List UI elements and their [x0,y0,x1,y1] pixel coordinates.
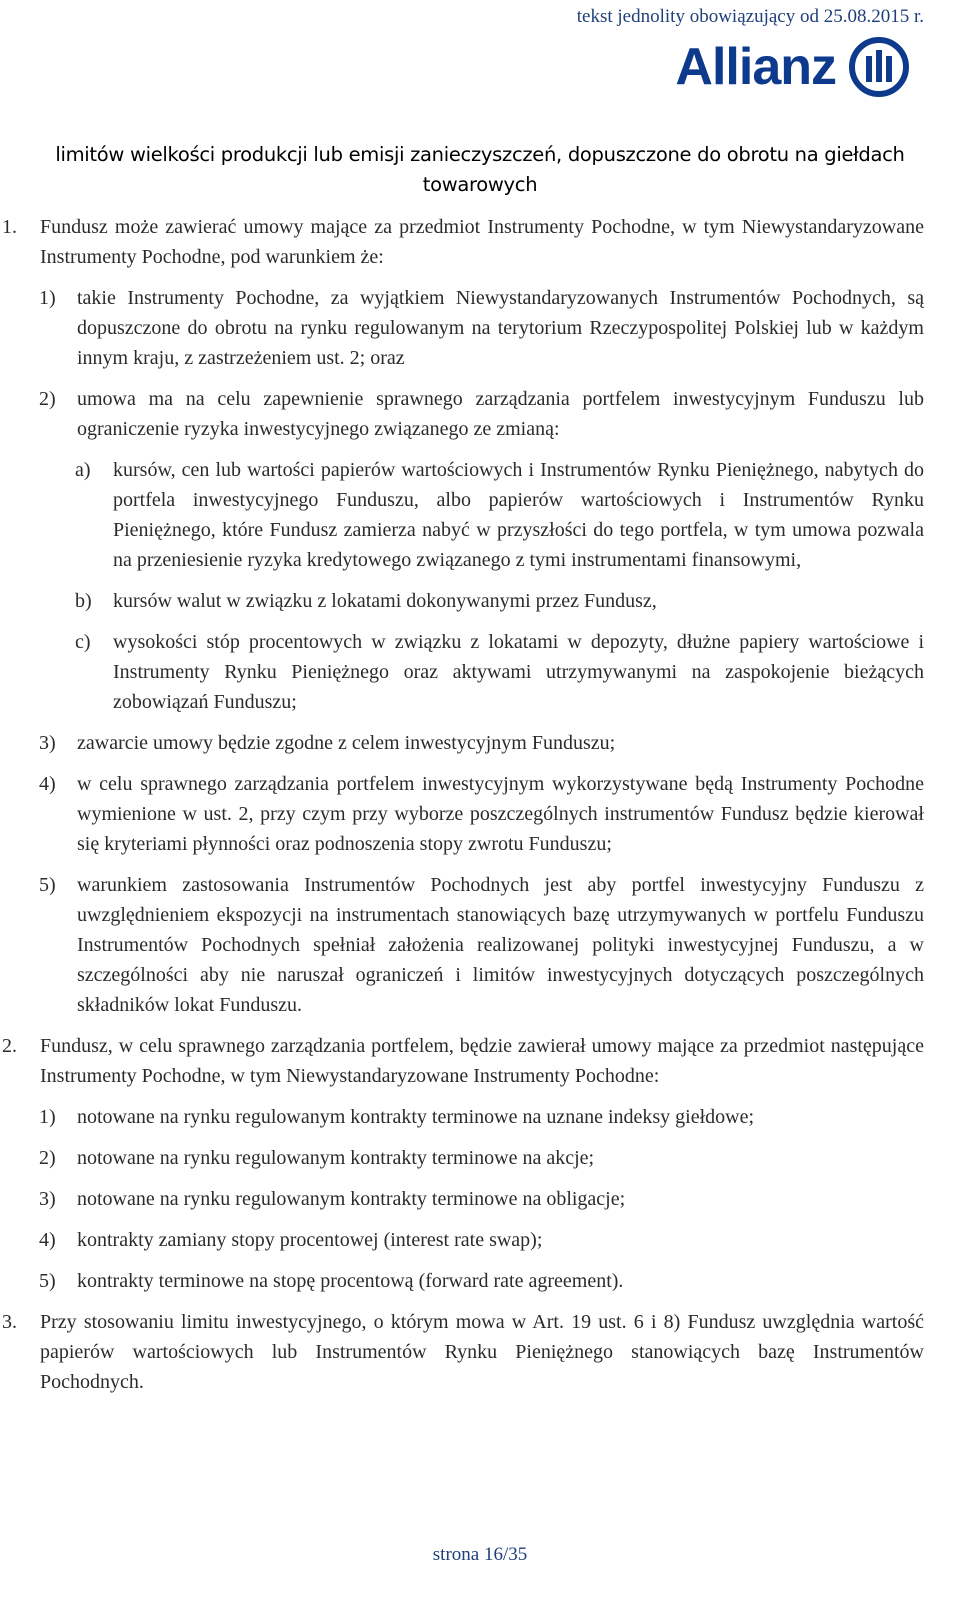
effective-date-note: tekst jednolity obowiązujący od 25.08.2015 r. [576,6,924,27]
item-number: 5) [39,1270,56,1292]
paragraph-3 [2,1307,924,1397]
list-item [39,1225,924,1255]
item-number: 4) [39,1229,56,1251]
allianz-eagle-icon [848,36,910,98]
sub-item-letter: c) [75,631,91,653]
item-number: 4) [39,773,56,795]
sub-item-letter: b) [75,590,92,612]
paragraph-number: 3. [2,1311,17,1333]
sub-item-letter: a) [75,459,91,481]
sub-list-item [75,586,924,616]
item-number: 3) [39,1188,56,1210]
item-text: zawarcie umowy będzie zgodne z celem inwestycyjnym Funduszu; [77,732,616,754]
paragraph-1 [2,212,924,272]
sub-list-item [75,627,924,717]
paragraph-number: 1. [2,216,17,238]
item-number: 2) [39,388,56,410]
sub-item-text: wysokości stóp procentowych w związku z lokatami w depozyty, dłużne papiery wartościowe i Instrumenty Rynku Pieniężnego oraz aktywami utrzymywanymi na zaspokojenie bieżących zobowiązań Funduszu; [113,631,924,713]
item-text: warunkiem zastosowania Instrumentów Pochodnych jest aby portfel inwestycyjny Funduszu z uwzględnieniem ekspozycji na instrumentach stanowiących bazę utrzymywanych w portfelu Funduszu Instrumentów Pochodnych spełniał założenia realizowanej polityki inwestycyjnej Funduszu, a w szczególności aby nie naruszał ograniczeń i limitów inwestycyjnych dotyczących poszczególnych składników lokat Funduszu. [77,874,924,1016]
item-text: umowa ma na celu zapewnienie sprawnego zarządzania portfelem inwestycyjnym Funduszu lub ograniczenie ryzyka inwestycyjnego związanego ze zmianą: [77,388,924,440]
item-text: notowane na rynku regulowanym kontrakty terminowe na akcje; [77,1147,595,1169]
list-item [39,1184,924,1214]
list-item [39,1266,924,1296]
paragraph-text: Przy stosowaniu limitu inwestycyjnego, o którym mowa w Art. 19 ust. 6 i 8) Fundusz uwzględnia wartość papierów wartościowych lub Instrumentów Rynku Pieniężnego stanowiących bazę Instrumentów Pochodnych. [40,1311,924,1393]
list-item [39,728,924,758]
page-number: strona 16/35 [432,1544,528,1565]
sub-item-text: kursów walut w związku z lokatami dokonywanymi przez Fundusz, [113,590,657,612]
list-item [39,283,924,373]
brand-wordmark: Allianz [675,38,836,96]
allianz-logo [675,36,910,98]
list-item [39,769,924,859]
item-text: notowane na rynku regulowanym kontrakty terminowe na uznane indeksy giełdowe; [77,1106,755,1128]
item-text: takie Instrumenty Pochodne, za wyjątkiem Niewystandaryzowanych Instrumentów Pochodnych, są dopuszczone do obrotu na rynku regulowanym na terytorium Rzeczypospolitej Polskiej lub w każdym innym kraju, z zastrzeżeniem ust. 2; oraz [77,287,924,369]
item-number: 1) [39,287,56,309]
item-text: kontrakty zamiany stopy procentowej (interest rate swap); [77,1229,543,1251]
item-number: 5) [39,874,56,896]
item-text: w celu sprawnego zarządzania portfelem inwestycyjnym wykorzystywane będą Instrumenty Pochodne wymienione w ust. 2, przy czym przy wyborze poszczególnych instrumentów Fundusz będzie kierował się kryteriami płynności oraz podnoszenia stopy zwrotu Funduszu; [77,773,924,855]
list-item [39,1143,924,1173]
item-text: kontrakty terminowe na stopę procentową (forward rate agreement). [77,1270,624,1292]
section-heading: limitów wielkości produkcji lub emisji zanieczyszczeń, dopuszczone do obrotu na giełdach towarowych [55,143,905,196]
list-item [39,1102,924,1132]
item-number: 1) [39,1106,56,1128]
list-item [39,870,924,1020]
document-body [0,140,960,1397]
list-item [39,384,924,444]
sub-list-item [75,455,924,575]
paragraph-text: Fundusz, w celu sprawnego zarządzania portfelem, będzie zawierał umowy mające za przedmiot następujące Instrumenty Pochodne, w tym Niewystandaryzowane Instrumenty Pochodne: [40,1035,924,1087]
item-number: 2) [39,1147,56,1169]
item-number: 3) [39,732,56,754]
sub-item-text: kursów, cen lub wartości papierów wartościowych i Instrumentów Rynku Pieniężnego, nabytych do portfela inwestycyjnego Funduszu, albo papierów wartościowych i Instrumentów Rynku Pieniężnego, które Fundusz zamierza nabyć w przyszłości do tego portfela, w tym umowa pozwala na przeniesienie ryzyka kredytowego związanego z tymi instrumentami finansowymi, [113,459,924,571]
item-text: notowane na rynku regulowanym kontrakty terminowe na obligacje; [77,1188,626,1210]
paragraph-text: Fundusz może zawierać umowy mające za przedmiot Instrumenty Pochodne, w tym Niewystandaryzowane Instrumenty Pochodne, pod warunkiem że: [40,216,924,268]
paragraph-number: 2. [2,1035,17,1057]
paragraph-2 [2,1031,924,1091]
